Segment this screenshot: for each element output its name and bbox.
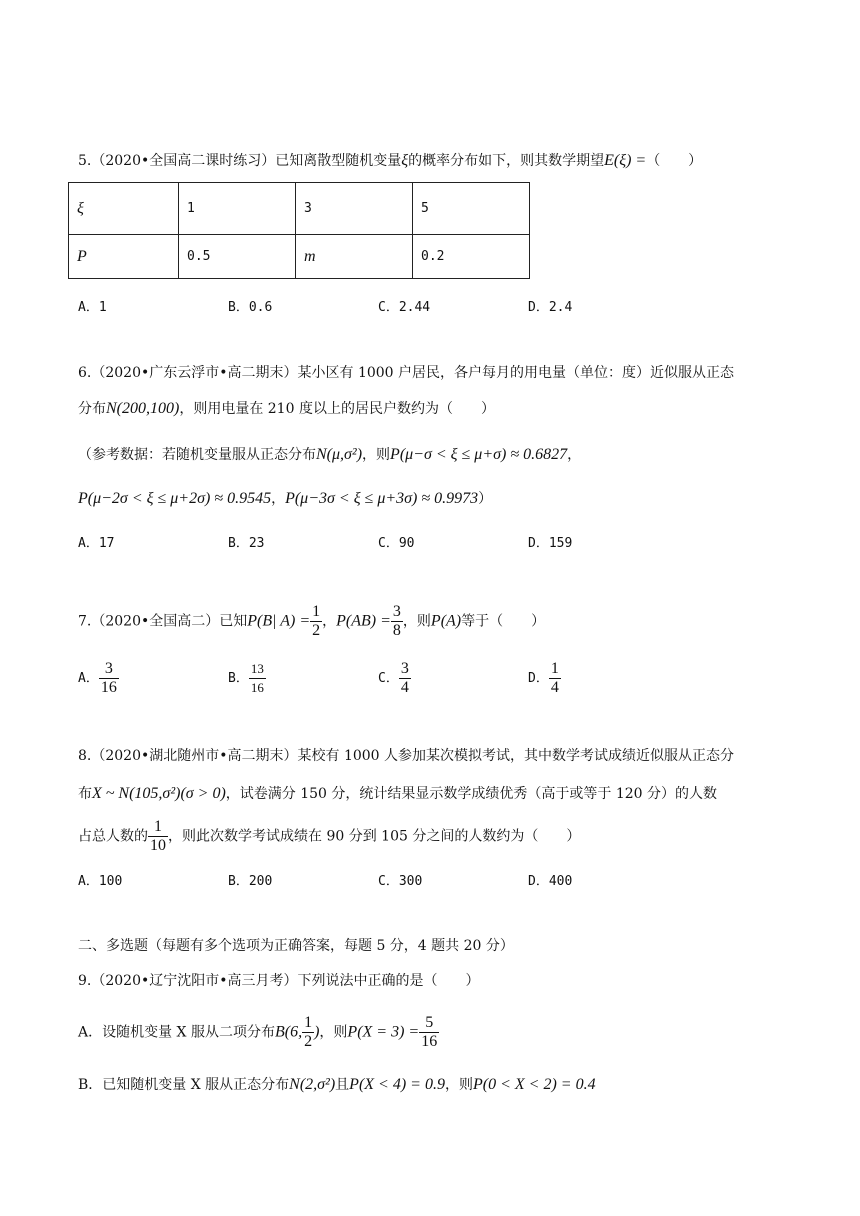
numerator: 3: [104, 660, 113, 677]
numerator: 1: [304, 1014, 313, 1031]
q7-tail2: 等于（ ）: [461, 613, 546, 630]
q8-line2a: 布: [78, 786, 92, 802]
q7-sep: ，: [322, 613, 337, 630]
q5-option-a[interactable]: A．1: [78, 300, 107, 315]
q6-reference-1: [78, 444, 581, 464]
option-fraction: [249, 660, 266, 697]
q6-ref1-prob: P(μ−σ < ξ ≤ μ+σ) ≈ 0.6827: [390, 446, 568, 463]
q9-option-b[interactable]: [78, 1074, 596, 1094]
q6-line2: [78, 398, 495, 418]
q5-paren: （ ）: [646, 153, 703, 169]
option-fraction: [99, 660, 119, 697]
q7-option-a[interactable]: [78, 660, 119, 697]
q7-stem-text: 7.（2020•全国高二）已知: [78, 613, 248, 630]
q9-b-then: ，则: [444, 1077, 473, 1093]
table-cell: P: [69, 235, 179, 279]
q6-line2a: 分布: [78, 401, 106, 417]
option-fraction: [549, 660, 561, 697]
table-cell: ξ: [69, 183, 179, 235]
q9-b-prob2: P(0 < X < 2) = 0.4: [472, 1076, 596, 1093]
q6-line1: 6.（2020•广东云浮市•高二期末）某小区有 1000 户居民，各户每月的用电量（单位：度）近似服从正态: [78, 365, 735, 381]
q5-expectation: E(ξ) =: [604, 152, 647, 169]
denominator: 10: [150, 837, 166, 854]
denominator: 2: [304, 1033, 313, 1050]
q9-a-prob: P(X = 3) =: [347, 1023, 420, 1041]
q7-fraction-1: [310, 603, 322, 640]
q6-ref2d: ）: [478, 491, 493, 507]
q9-b-prob1: P(X < 4) = 0.9: [349, 1076, 445, 1093]
table-cell: 0.5: [179, 235, 296, 279]
q8-line3: [78, 818, 580, 855]
q8-option-a[interactable]: A．100: [78, 874, 123, 889]
q9-b-text: B．已知随机变量 X 服从正态分布: [78, 1077, 290, 1093]
section-heading: 二、多选题（每题有多个选项为正确答案，每题 5 分，4 题共 20 分）: [78, 938, 514, 954]
q8-line1: 8.（2020•湖北随州市•高二期末）某校有 1000 人参加某次模拟考试，其中数学考试成绩近似服从正态分: [78, 748, 735, 764]
q6-option-b[interactable]: B．23: [228, 536, 265, 551]
q8-option-d[interactable]: D．400: [528, 874, 573, 889]
q9-a-then: ，则: [319, 1024, 348, 1041]
q7-fraction-2: [391, 603, 403, 640]
q9-a-binomial: B(6,: [274, 1023, 303, 1041]
q5-option-c[interactable]: C．2.44: [378, 300, 431, 315]
q8-fraction: [148, 818, 168, 855]
q7-tail1: ，则: [402, 613, 431, 630]
q5-stem: [78, 150, 702, 170]
q8-line2b: ，试卷满分 150 分，统计结果显示数学成绩优秀（高于或等于 120 分）的人数: [225, 786, 718, 802]
table-row: [69, 235, 530, 279]
numerator: 5: [425, 1014, 434, 1031]
table-cell: 3: [296, 183, 413, 235]
q7-cond-prob: P(B| A) =: [247, 612, 311, 630]
q7-option-d[interactable]: [528, 660, 561, 697]
denominator: 16: [421, 1033, 438, 1050]
q9-a-fraction-2: [419, 1014, 439, 1051]
q5-distribution-table: [68, 182, 530, 279]
q9-a-fraction: [302, 1014, 314, 1051]
denominator: 4: [550, 679, 559, 696]
q6-ref1b: ，则: [362, 447, 391, 463]
q8-line3a: 占总人数的: [78, 828, 148, 845]
q9-b-and: 且: [335, 1077, 350, 1093]
q8-option-c[interactable]: C．300: [378, 874, 423, 889]
q6-ref1a: （参考数据：若随机变量服从正态分布: [78, 447, 316, 463]
q7-option-b[interactable]: [228, 660, 266, 697]
option-label: A．: [78, 671, 99, 686]
q6-option-d[interactable]: D．159: [528, 536, 573, 551]
q5-stem-text2: 的概率分布如下，则其数学期望: [408, 153, 605, 169]
q7-joint-prob: P(AB) =: [336, 612, 391, 630]
q5-option-b[interactable]: B．0.6: [228, 300, 273, 315]
q6-ref2-prob2: P(μ−3σ < ξ ≤ μ+3σ) ≈ 0.9973: [285, 490, 479, 507]
q5-option-d[interactable]: D．2.4: [528, 300, 573, 315]
q9-b-dist: N(2,σ²): [289, 1076, 336, 1093]
denominator: 4: [400, 679, 409, 696]
q6-line2b: ，则用电量在 210 度以上的居民户数约为（ ）: [179, 401, 495, 417]
q8-distribution: X ~ N(105,σ²)(σ > 0): [92, 785, 226, 802]
table-cell: 1: [179, 183, 296, 235]
option-label: C．: [378, 671, 399, 686]
q7-stem: [78, 603, 545, 640]
denominator: 2: [312, 622, 321, 639]
table-cell: 0.2: [413, 235, 530, 279]
denominator: 16: [250, 680, 264, 695]
numerator: 1: [312, 603, 321, 620]
q6-reference-2: [78, 488, 492, 508]
q8-line2: [78, 783, 717, 803]
q8-option-b[interactable]: B．200: [228, 874, 273, 889]
q9-stem: 9.（2020•辽宁沈阳市•高三月考）下列说法中正确的是（ ）: [78, 973, 480, 989]
q9-a-close: ): [314, 1023, 320, 1041]
q5-xi: ξ: [401, 152, 409, 169]
numerator: 1: [550, 660, 559, 677]
numerator: 13: [250, 661, 264, 676]
q6-ref2-prob1: P(μ−2σ < ξ ≤ μ+2σ) ≈ 0.9545: [78, 490, 272, 507]
q6-ref1d: ，: [567, 447, 582, 463]
q7-prob-a: P(A): [430, 612, 462, 630]
option-label: D．: [528, 671, 549, 686]
q9-a-text: A．设随机变量 X 服从二项分布: [78, 1024, 275, 1041]
q5-stem-text: 5.（2020•全国高二课时练习）已知离散型随机变量: [78, 153, 402, 169]
q9-option-a[interactable]: [78, 1014, 439, 1051]
numerator: 3: [392, 603, 401, 620]
q8-line3b: ，则此次数学考试成绩在 90 分到 105 分之间的人数约为（ ）: [168, 828, 581, 845]
q6-ref1-dist: N(μ,σ²): [316, 446, 363, 463]
q7-option-c[interactable]: [378, 660, 411, 697]
denominator: 8: [392, 622, 401, 639]
q6-option-c[interactable]: C．90: [378, 536, 415, 551]
option-label: B．: [228, 671, 249, 686]
q6-ref2b: ，: [271, 491, 286, 507]
table-cell: m: [296, 235, 413, 279]
q6-distribution: N(200,100): [106, 400, 180, 417]
option-fraction: [399, 660, 411, 697]
numerator: 1: [154, 818, 162, 835]
table-cell: 5: [413, 183, 530, 235]
denominator: 16: [100, 679, 117, 696]
table-row: [69, 183, 530, 235]
q6-option-a[interactable]: A．17: [78, 536, 115, 551]
numerator: 3: [400, 660, 409, 677]
